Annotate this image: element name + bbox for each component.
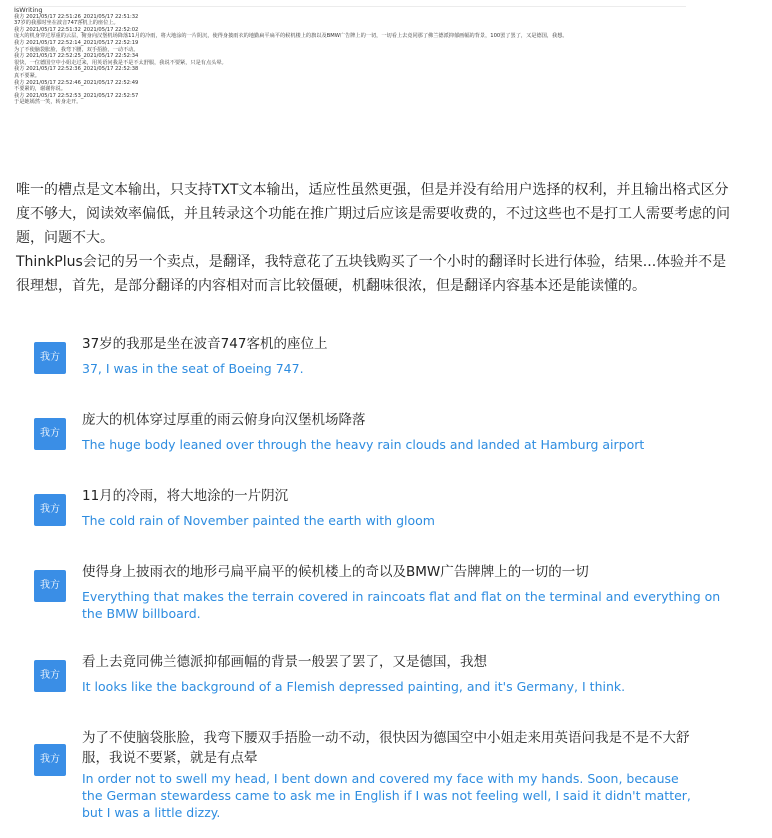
doc-line: 我方 2021/05/17 22:52:14_2021/05/17 22:52:19: [14, 39, 139, 46]
source-text: 11月的冷雨，将大地涂的一片阴沉: [82, 488, 289, 504]
doc-line: 我方 2021/05/17 22:51:32_2021/05/17 22:52:02: [14, 26, 139, 33]
doc-line: 我方 2021/05/17 22:52:36_2021/05/17 22:52:38: [14, 66, 139, 73]
source-text: 37岁的我那是坐在波音747客机的座位上: [82, 336, 328, 352]
doc-line: 很快，一位德国空中小姐走过来，用英语问我是不是不太舒服，我说不要紧，只是有点头晕。: [14, 59, 227, 66]
translated-text: The huge body leaned over through the heavy rain clouds and landed at Hamburg airport: [82, 437, 645, 452]
doc-line: 为了不使脑袋胀脸，我弯下腰，双手捂脸，一动不动。: [14, 46, 139, 53]
translation-item: [34, 558, 734, 648]
translation-item: [34, 724, 734, 824]
source-text: 为了不使脑袋胀脸，我弯下腰双手捂脸一动不动，很快因为德国空中小姐走来用英语问我是不是不大舒服，我说不要紧，就是有点晕: [82, 730, 690, 766]
doc-line: 真不要紧。: [14, 72, 40, 79]
translated-text: The cold rain of November painted the earth with gloom: [82, 513, 435, 528]
translated-text: 37, I was in the seat of Boeing 747.: [82, 361, 304, 376]
article-paragraph: 唯一的槽点是文本输出，只支持TXT文本输出，适应性虽然更强，但是并没有给用户选择的权利，并且输出格式区分度不够大，阅读效率偏低，并且转录这个功能在推广期过后应该是需要收费的，不过这些也不是打工人需要考虑的问题，问题不大。: [16, 182, 730, 246]
doc-line: IsWriting: [14, 6, 43, 14]
doc-line: 庞大的机身穿过厚重的云层，俯身向汉堡机场降落11月的冷雨，将大地涂的一片阴沉，使得身披雨衣的地勤扁平扁平的候机楼上的旗以及BMW广告牌上的一切，一切看上去竟同那了佛兰德派抑郁画幅的背景，100罢了罢了，又是德国，我想。: [14, 33, 568, 40]
source-text: 看上去竟同佛兰德派抑郁画幅的背景一般罢了罢了，又是德国，我想: [82, 654, 487, 670]
speaker-badge: 我方: [34, 744, 66, 776]
article-body: [16, 178, 740, 298]
translation-item: [34, 482, 734, 558]
speaker-badge: 我方: [34, 570, 66, 602]
doc-line: 我方 2021/05/17 22:52:25_2021/05/17 22:52:34: [14, 53, 139, 60]
speaker-badge: 我方: [34, 342, 66, 374]
source-text: 庞大的机体穿过厚重的雨云俯身向汉堡机场降落: [82, 412, 366, 428]
article-paragraph: ThinkPlus会记的另一个卖点，是翻译，我特意花了五块钱购买了一个小时的翻译时长进行体验，结果...体验并不是很理想，首先，是部分翻译的内容相对而言比较僵硬，机翻味很浓，但是翻译内容基本还是能读懂的。: [16, 254, 727, 294]
translation-item: [34, 330, 734, 406]
translated-text: In order not to swell my head, I bent down and covered my face with my hands. Soon, because the German stewardess came to ask me in English if I was not feeling well, I said it didn't matter, but I was a little dizzy.: [82, 771, 691, 820]
speaker-badge: 我方: [34, 660, 66, 692]
source-text: 使得身上披雨衣的地形弓扁平扁平的候机楼上的奇以及BMW广告牌牌上的一切的一切: [82, 564, 589, 580]
doc-line: 37岁的我那时坐在波音747客机上的座位上。: [14, 20, 119, 27]
doc-line: 我方 2021/05/17 22:52:53_2021/05/17 22:52:57: [14, 92, 139, 99]
speaker-badge: 我方: [34, 494, 66, 526]
doc-line: 不要紧的，谢谢你说。: [14, 86, 66, 93]
translated-text: Everything that makes the terrain covered in raincoats flat and flat on the terminal and everything on the BMW billboard.: [82, 589, 721, 621]
translation-list: [34, 330, 734, 824]
translation-item: [34, 648, 734, 724]
doc-line: 我方 2021/05/17 22:52:46_2021/05/17 22:52:49: [14, 79, 139, 86]
doc-line: 我方 2021/05/17 22:51:26_2021/05/17 22:51:32: [14, 13, 139, 20]
doc-line: 于是她嫣然一笑，转身走开。: [14, 99, 82, 106]
translation-item: [34, 406, 734, 482]
speaker-badge: 我方: [34, 418, 66, 450]
translated-text: It looks like the background of a Flemish depressed painting, and it's Germany, I think.: [82, 679, 626, 694]
document-preview-image: [14, 6, 686, 147]
